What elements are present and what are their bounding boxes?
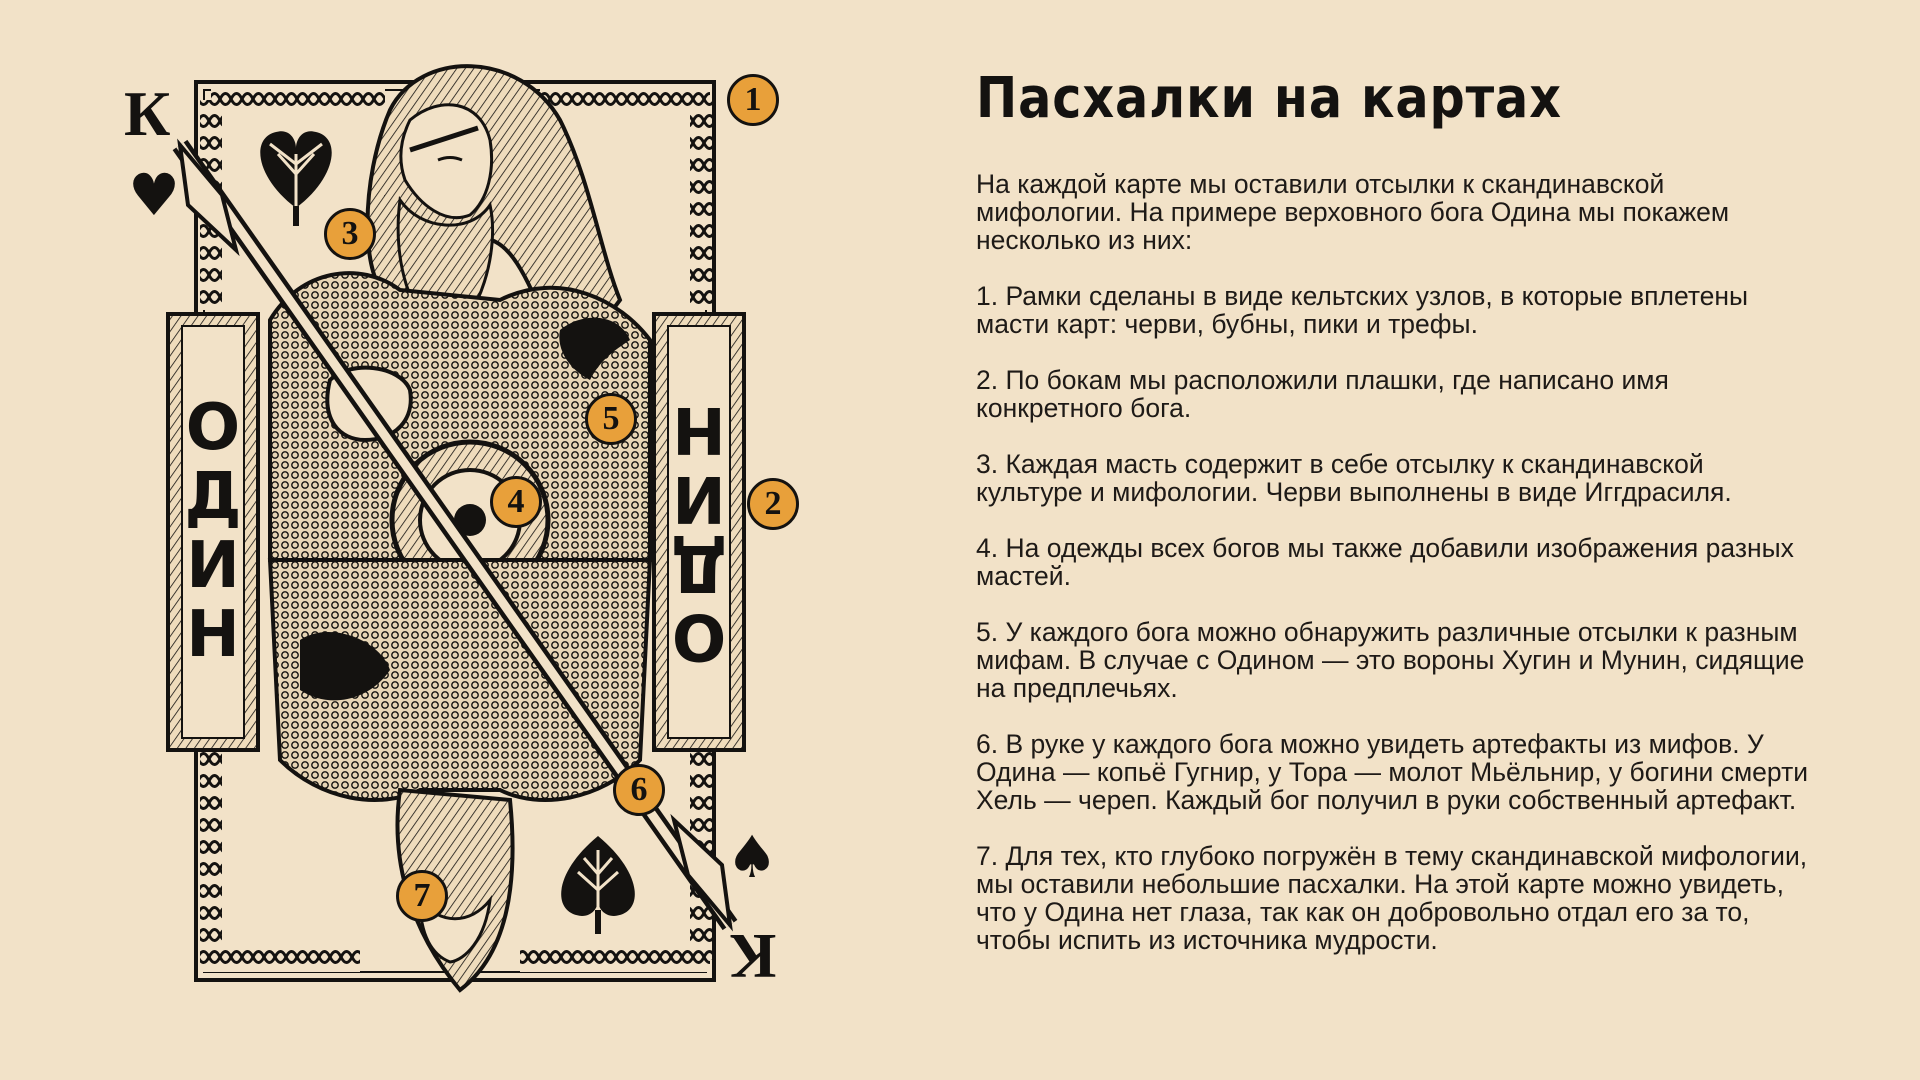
list-item: 4. На одежды всех богов мы также добавили изображения разных мастей. [976,533,1794,591]
name-plate-right [657,317,741,747]
name-letter: Н [186,598,240,673]
card-rank-bottom: К [730,921,777,992]
list-item: 5. У каждого бога можно обнаружить различные отсылки к разным мифам. В случае с Одином — это вороны Хугин и Мунин, сидящие на предплечьях. [976,617,1805,703]
heart-suit-icon: ♥ [128,161,180,229]
list-item: 1. Рамки сделаны в виде кельтских узлов, в которые вплетены масти карт: черви, бубны, пики и трефы. [976,281,1749,339]
list-item: 2. По бокам мы расположили плашки, где написано имя конкретного бога. [976,365,1669,423]
card-rank-top: К [124,78,171,149]
name-letter: Д [670,530,728,605]
marker-2: 2 [747,478,799,530]
yggdrasil-heart-icon [260,131,331,226]
intro-paragraph: На каждой карте мы оставили отсылки к скандинавской мифологии. На примере верховного бога Одина мы покажем несколько из них: [976,169,1730,255]
spade-tree-icon [561,836,635,934]
description-text [976,170,1816,982]
marker-6: 6 [613,764,665,816]
page-title: Пасхалки на картах [976,66,1562,131]
list-item: 7. Для тех, кто глубоко погружён в тему скандинавской мифологии, мы оставили небольшие пасхалки. На этой карте можно увидеть, что у Одина нет глаза, так как он добровольно отдал его за то, чтобы испить из источника мудрости. [976,841,1808,955]
marker-1: 1 [727,74,779,126]
marker-5: 5 [585,393,637,445]
spade-suit-icon: ♠ [726,823,778,891]
name-letter: И [186,529,240,603]
list-item: 6. В руке у каждого бога можно увидеть артефакты из мифов. У Одина — копьё Гугнир, у Тора — молот Мьёльнир, у богини смерти Хель — череп. Каждый бог получил в руки собственный артефакт. [976,729,1809,815]
name-letter: Д [184,459,242,534]
name-letter: Н [672,391,726,466]
name-letter: О [671,599,727,674]
marker-4: 4 [490,476,542,528]
name-letter: И [672,461,726,535]
list-item: 3. Каждая масть содержит в себе отсылку к скандинавской культуре и мифологии. Черви выполнены в виде Иггдрасиля. [976,449,1732,507]
name-letter: О [185,390,241,465]
marker-3: 3 [324,208,376,260]
name-plate-left [171,317,255,747]
marker-7: 7 [396,870,448,922]
